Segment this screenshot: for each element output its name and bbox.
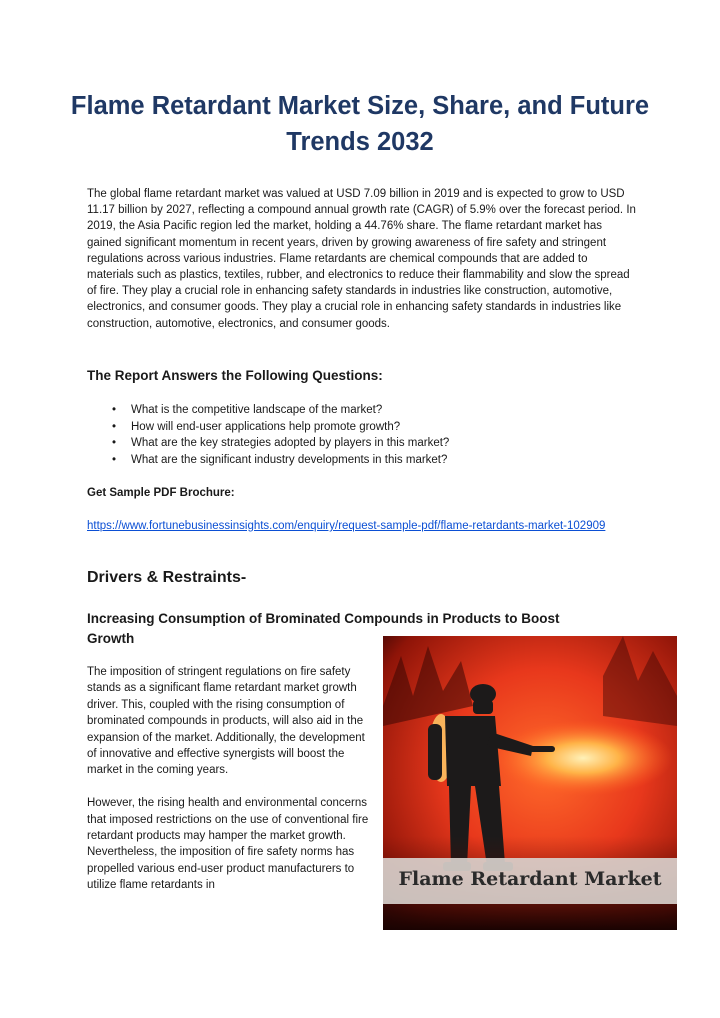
bullet-icon: • <box>112 437 117 449</box>
question-text: What is the competitive landscape of the market? <box>131 404 383 416</box>
bullet-icon: • <box>112 420 117 433</box>
growth-subheading: Increasing Consumption of Brominated Compounds in Products to Boost Growth <box>87 611 560 646</box>
body-text-column <box>87 664 377 910</box>
question-text: What are the significant industry developments in this market? <box>131 453 448 466</box>
drivers-restraints-heading: Drivers & Restraints- <box>87 569 247 586</box>
firefighter-image <box>383 636 677 930</box>
sample-pdf-link[interactable]: https://www.fortunebusinessinsights.com/enquiry/request-sample-pdf/flame-retardants-market-102909 <box>87 520 606 532</box>
question-text: What are the key strategies adopted by players in this market? <box>131 437 450 449</box>
bullet-icon: • <box>112 404 117 416</box>
list-item <box>112 435 449 452</box>
image-caption: Flame Retardant Market <box>398 868 662 890</box>
body-paragraph: The imposition of stringent regulations on fire safety stands as a significant flame retardant market growth driver. This, coupled with the rising consumption of brominated compounds in products, will also aid in the expansion of the market. Additionally, the development of innovative and effective synergists will boost the market in the coming years. <box>87 666 365 777</box>
body-paragraph: However, the rising health and environmental concerns that imposed restrictions on the use of conventional fire retardant products may hamper the market growth. Nevertheless, the imposition of fire safety norms has propelled various end-user product manufacturers to utilize flame retardants in <box>87 797 369 892</box>
page-title: Flame Retardant Market Size, Share, and Future Trends 2032 <box>70 92 650 156</box>
list-item <box>112 402 449 419</box>
list-item <box>112 419 449 436</box>
intro-paragraph: The global flame retardant market was valued at USD 7.09 billion in 2019 and is expected to grow to USD 11.17 billion by 2027, reflecting a compound annual growth rate (CAGR) of 5.9% over the forecast period. In 2019, the Asia Pacific region led the market, holding a 44.76% share. The flame retardant market has gained significant momentum in recent years, driven by growing awareness of fire safety and stringent regulations across various industries. Flame retardants are chemical compounds that are added to materials such as plastics, textiles, rubber, and electronics to reduce their flammability and slow the spread of fire. They play a crucial role in enhancing safety standards in industries like construction, automotive, electronics, and consumer goods. They play a crucial role in enhancing safety standards in industries like construction, automotive, electronics, and consumer goods. <box>87 188 636 330</box>
bullet-icon: • <box>112 453 117 466</box>
questions-heading: The Report Answers the Following Questions: <box>87 368 383 383</box>
sample-brochure-label: Get Sample PDF Brochure: <box>87 487 235 499</box>
list-item <box>112 452 449 469</box>
water-spray <box>493 720 673 796</box>
question-text: How will end-user applications help promote growth? <box>131 420 401 433</box>
questions-list <box>112 402 449 468</box>
